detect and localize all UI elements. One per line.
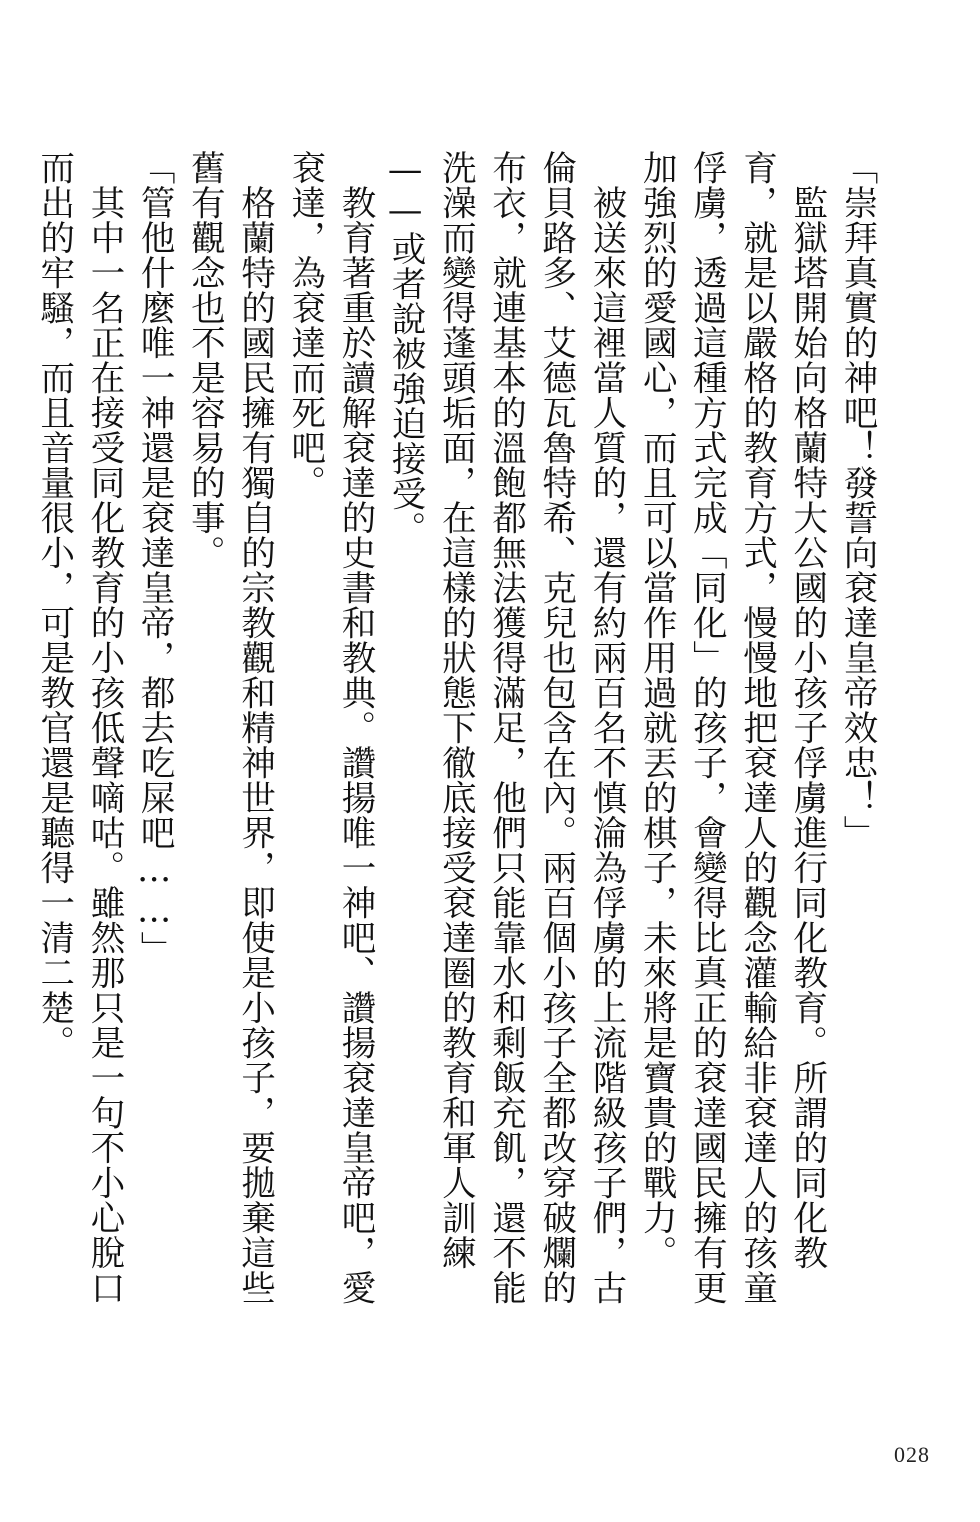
paragraph-5: 格蘭特的國民擁有獨自的宗教觀和精神世界，即使是小孩子，要拋棄這些舊有觀念也不是容易的事。	[184, 150, 275, 1305]
paragraph-1-dialog: 「崇拜真實的神吧！發誓向袞達皇帝效忠！」	[837, 150, 877, 850]
paragraph-7: 其中一名正在接受同化教育的小孩低聲嘀咕。雖然那只是一句不小心脫口而出的牢騷，而且音量很小，可是教官還是聽得一清二楚。	[33, 150, 124, 1305]
paragraph-6-dialog: 「管他什麼唯一神還是袞達皇帝，都去吃屎吧……」	[134, 150, 175, 966]
vertical-text-body	[33, 150, 882, 1320]
paragraph-2: 監獄塔開始向格蘭特大公國的小孩子俘虜進行同化教育。所謂的同化教育，就是以嚴格的教育方式，慢慢地把袞達人的觀念灌輸給非袞達人的孩童俘虜，透過這種方式完成「同化」的孩子，會變得比真正的袞達國民擁有更加強烈的愛國心，而且可以當作用過就丟的棋子，未來將是寶貴的戰力。	[636, 150, 827, 1305]
page-number: 028	[894, 1442, 930, 1467]
paragraph-4: 教育著重於讀解袞達的史書和教典。讚揚唯一神吧、讚揚袞達皇帝吧，愛袞達，為袞達而死吧。	[284, 150, 375, 1305]
paragraph-3: 被送來這裡當人質的，還有約兩百名不慎淪為俘虜的上流階級孩子們，古倫貝路多、艾德瓦魯特希、克兒也包含在內。兩百個小孩子全都改穿破爛的布衣，就連基本的溫飽都無法獲得滿足，他們只能靠水和剩飯充飢，還不能洗澡而變得蓬頭垢面，在這樣的狀態下徹底接受袞達圈的教育和軍人訓練——或者說被強迫接受。	[385, 150, 626, 1305]
